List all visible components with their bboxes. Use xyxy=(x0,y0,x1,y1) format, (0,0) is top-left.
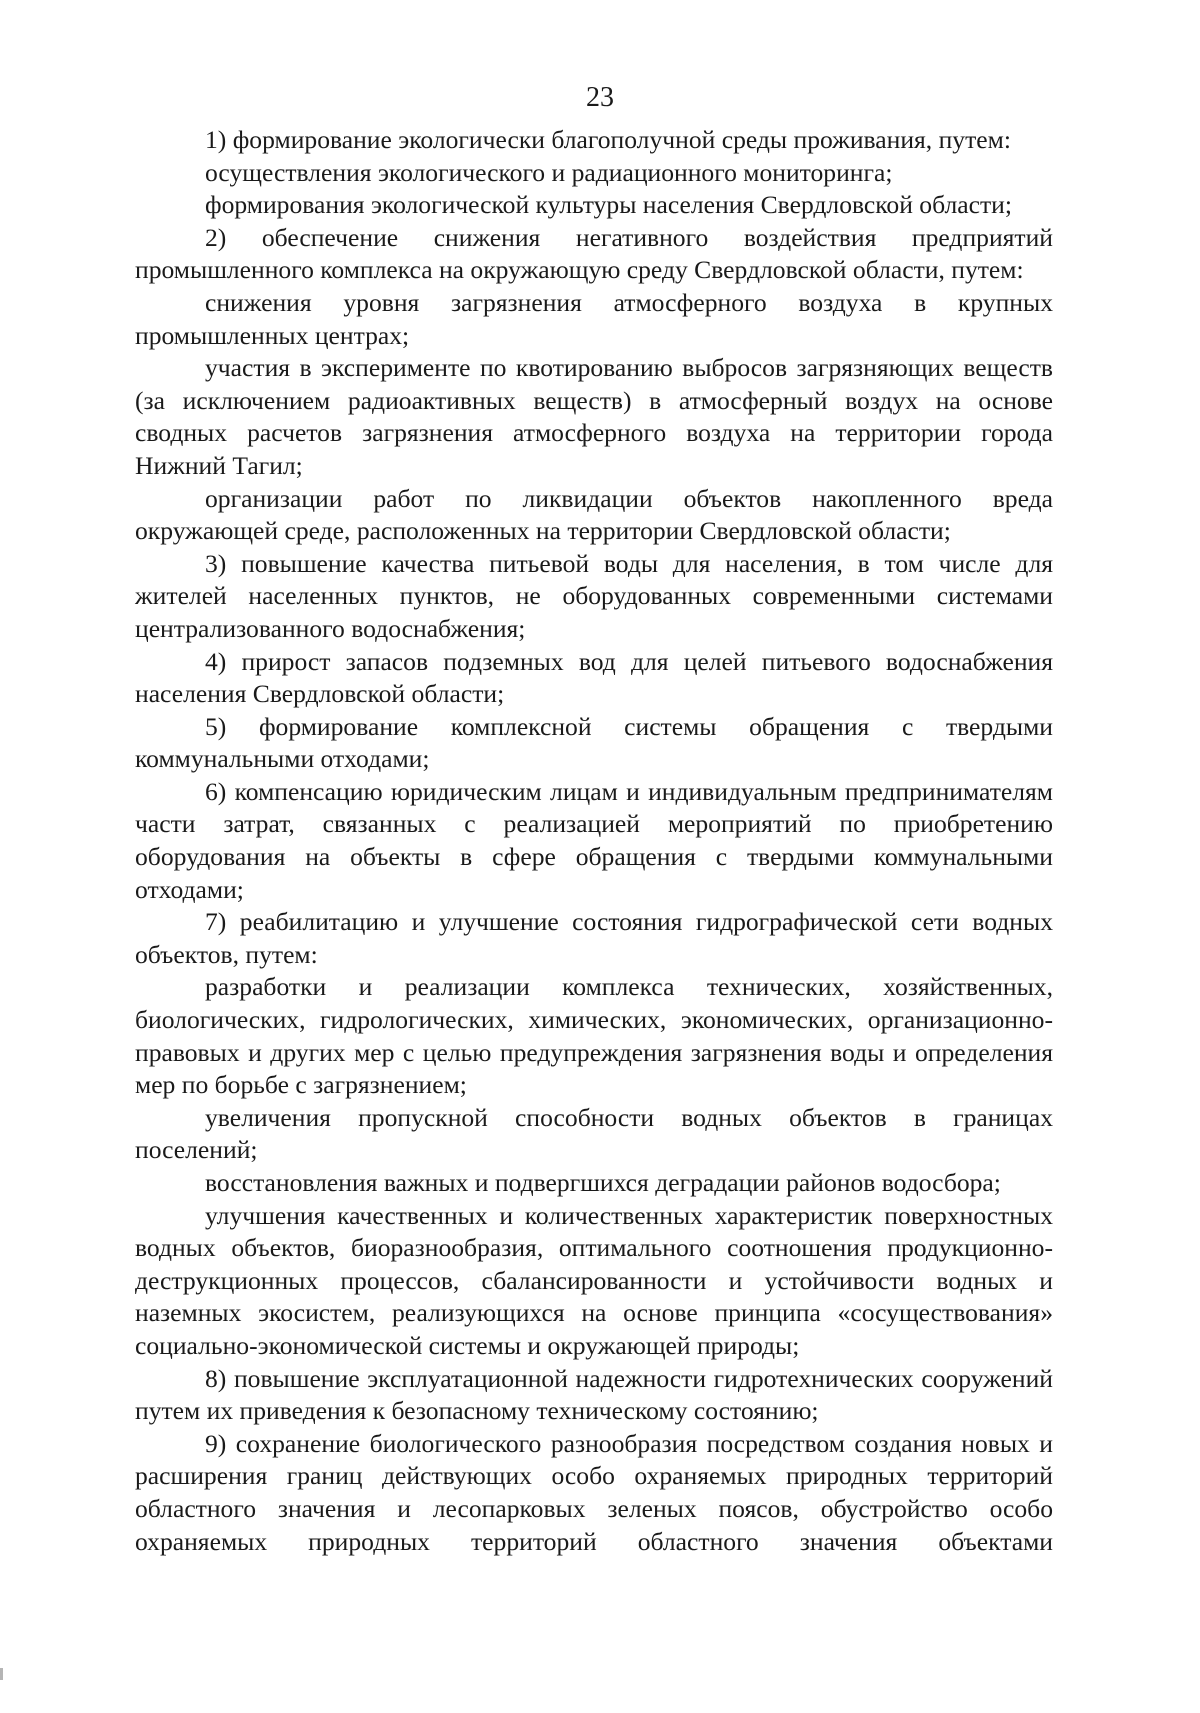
paragraph-item-9: 9) сохранение биологического разнообразия посредством создания новых и расширения границ действующих особо охраняемых природных территорий областного значения и лесопарковых зеленых поясов, обустройство особо охраняемых природных территорий областного значения объектами xyxy=(135,1428,1053,1556)
paragraph-accumulated-damage: организации работ по ликвидации объектов накопленного вреда окружающей среде, расположенных на территории Свердловской области; xyxy=(135,483,1053,546)
paragraph-water-quality: улучшения качественных и количественных характеристик поверхностных водных объектов, биоразнообразия, оптимального соотношения продукционно-деструкционных процессов, сбалансированности и устойчивости водных и наземных экосистем, реализующихся на основе принципа «сосуществования» социально-экономической системы и окружающей природы; xyxy=(135,1200,1053,1360)
scan-edge-mark xyxy=(0,1668,3,1680)
paragraph-item-5: 5) формирование комплексной системы обращения с твердыми коммунальными отходами; xyxy=(135,711,1053,774)
document-body xyxy=(135,124,1053,1558)
paragraph-emission-quota: участия в эксперименте по квотированию выбросов загрязняющих веществ (за исключением радиоактивных веществ) в атмосферный воздух на основе сводных расчетов загрязнения атмосферного воздуха на территории города Нижний Тагил; xyxy=(135,353,1053,480)
paragraph-ecological-culture: формирования экологической культуры населения Свердловской области; xyxy=(205,190,1012,220)
paragraph-item-3: 3) повышение качества питьевой воды для населения, в том числе для жителей населенных пунктов, не оборудованных современными системами централизованного водоснабжения; xyxy=(135,548,1053,643)
paragraph-item-2: 2) обеспечение снижения негативного воздействия предприятий промышленного комплекса на окружающую среду Свердловской области, путем: xyxy=(135,222,1053,285)
page-number: 23 xyxy=(586,82,614,113)
paragraph-measures: разработки и реализации комплекса технических, хозяйственных, биологических, гидрологических, химических, экономических, организационно-правовых и других мер с целью предупреждения загрязнения воды и определения мер по борьбе с загрязнением; xyxy=(135,972,1053,1100)
paragraph-air-pollution: снижения уровня загрязнения атмосферного воздуха в крупных промышленных центрах; xyxy=(135,287,1053,350)
paragraph-item-4: 4) прирост запасов подземных вод для целей питьевого водоснабжения населения Свердловской области; xyxy=(135,646,1053,709)
paragraph-capacity: увеличения пропускной способности водных объектов в границах поселений; xyxy=(135,1102,1053,1165)
paragraph-item-1: 1) формирование экологически благополучной среды проживания, путем: xyxy=(205,125,1011,154)
paragraph-item-8: 8) повышение эксплуатационной надежности гидротехнических сооружений путем их приведения к безопасному техническому состоянию; xyxy=(135,1363,1053,1426)
paragraph-item-7: 7) реабилитацию и улучшение состояния гидрографической сети водных объектов, путем: xyxy=(135,907,1053,969)
paragraph-monitoring: осуществления экологического и радиационного мониторинга; xyxy=(205,157,893,187)
paragraph-item-6: 6) компенсацию юридическим лицам и индивидуальным предпринимателям части затрат, связанных с реализацией мероприятий по приобретению оборудования на объекты в сфере обращения с твердыми коммунальными отходами; xyxy=(135,776,1053,904)
paragraph-catchment: восстановления важных и подвергшихся деградации районов водосбора; xyxy=(205,1168,1001,1197)
